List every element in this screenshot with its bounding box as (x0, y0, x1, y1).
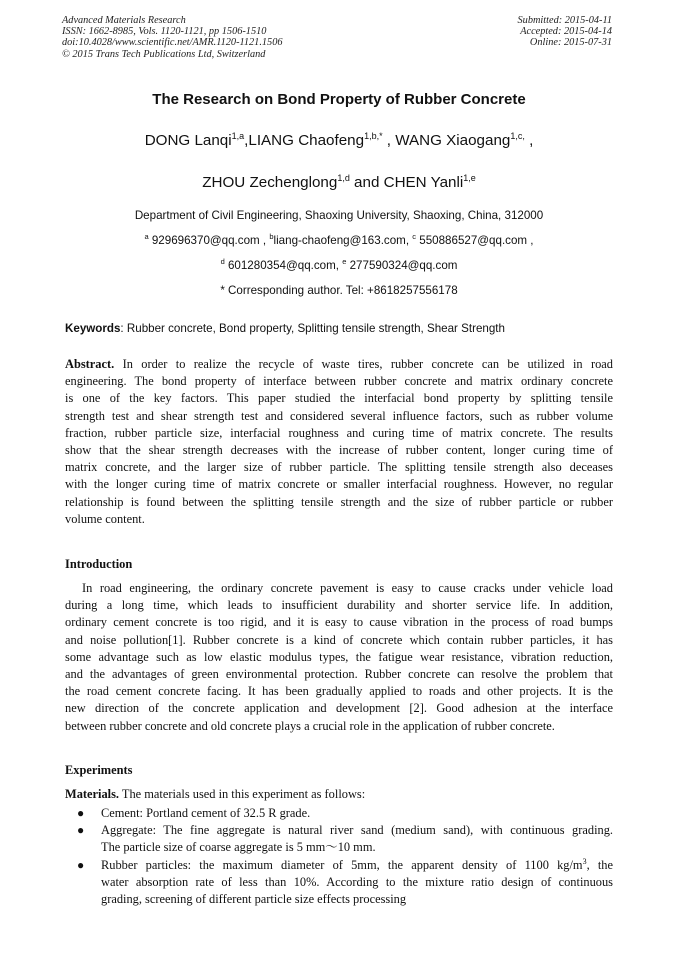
bullet-icon: ● (77, 823, 85, 838)
email-link[interactable]: 601280354@qq.com, (224, 259, 343, 272)
email-sup: d (220, 257, 225, 266)
author-sup: 1,c, (510, 131, 525, 141)
abstract-line: engineering. The bond property of interface between rubber concrete and matrix ordinary concrete (65, 374, 613, 389)
bullet-icon: ● (77, 857, 85, 872)
email-sup: e (342, 257, 347, 266)
list-item (65, 805, 613, 822)
materials-list (65, 805, 613, 908)
intro-line: new direction of the concrete application and development [2]. Good adhesion at the interface (65, 701, 613, 716)
list-item-line: grading, screening of different particle size effects processing (101, 892, 407, 907)
abstract (65, 356, 613, 528)
intro-line: and the advantages of green environmental protection. Rubber concrete can resolve the problem that (65, 667, 613, 682)
intro-line: some advantage such as low elastic modulus types, the fatigue wear resistance, vibration reduction, (65, 649, 613, 664)
abstract-line: show that the shear strength decreases with the increase of rubber content, longer curing time of (65, 443, 613, 458)
email-line-1 (0, 234, 678, 247)
author-name: WANG Xiaogang (395, 132, 511, 149)
intro-line: between rubber concrete and old concrete plays a crucial role in the application of rubber concrete. (65, 718, 555, 733)
affiliation: Department of Civil Engineering, Shaoxing University, Shaoxing, China, 312000 (134, 209, 544, 222)
author-name: DONG Lanqi (144, 132, 232, 149)
list-item (65, 822, 613, 856)
paper-title: The Research on Bond Property of Rubber Concrete (152, 91, 526, 108)
list-item-line: The particle size of coarse aggregate is 5 mm〜10 mm. (101, 840, 376, 855)
email-link[interactable]: 550886527@qq.com , (416, 234, 534, 247)
abstract-line: fraction, rubber particle size, interfacial roughness and curing time of matrix concrete. The results (65, 425, 613, 440)
keywords-separator: : (120, 322, 127, 335)
experiments-heading: Experiments (65, 763, 133, 777)
journal-issn: ISSN: 1662-8985, Vols. 1120-1121, pp 1506-1510 (62, 26, 267, 38)
list-item (65, 857, 613, 909)
author-sup: 1,e (463, 173, 476, 183)
keywords (65, 322, 625, 335)
author-separator: , (524, 132, 534, 149)
email-link[interactable]: liang-chaofeng@163.com, (273, 234, 413, 247)
author-separator: , (382, 132, 396, 149)
email-sup: a (144, 232, 149, 241)
author-name: CHEN Yanli (383, 174, 464, 191)
keywords-label: Keywords (65, 322, 121, 335)
email-sup: b (269, 232, 274, 241)
keywords-text: Rubber concrete, Bond property, Splitting tensile strength, Shear Strength (126, 322, 505, 335)
abstract-line: with the longer curing time of matrix concrete or smaller interfacial roughness. However, no regular (65, 477, 613, 492)
submitted-date: Submitted: 2015-04-11 (517, 15, 612, 26)
abstract-line: matrix concrete, and the larger size of rubber particle. The splitting tensile strength also deceases (65, 460, 613, 475)
intro-line: ordinary cement concrete is too rigid, and it is easy to cause vibration in the process of road bumps (65, 615, 613, 630)
abstract-label: Abstract. (65, 357, 115, 371)
materials-line (65, 787, 365, 802)
email-link[interactable]: 277590324@qq.com (346, 259, 458, 272)
author-separator: and (349, 174, 384, 191)
abstract-line: relationship is found between the splitting tensile strength and the size of rubber particle or rubber (65, 494, 613, 509)
list-item-line: Rubber particles: the maximum diameter of 5mm, the apparent density of 1100 $kg/m^3$, the (101, 856, 613, 872)
online-date: Online: 2015-07-31 (529, 37, 612, 49)
intro-line: and noise pollution[1]. Rubber concrete is a kind of concrete which contain rubber particles, it has (65, 632, 613, 647)
author-name: ZHOU Zechenglong (202, 174, 338, 191)
abstract-line: is one of the key factors. This paper studied the interfacial bond property by splitting tensile (65, 391, 613, 406)
journal-header-left (62, 15, 392, 60)
email-link[interactable]: 929696370@qq.com , (148, 234, 270, 247)
introduction-heading: Introduction (65, 557, 133, 571)
author-name: LIANG Chaofeng (248, 132, 365, 149)
author-sup: 1,a (231, 131, 245, 141)
email-sup: c (412, 232, 417, 241)
list-item-line: water absorption rate of less than 10%. According to the mixture ratio design of continuous (101, 874, 613, 889)
materials-text: The materials used in this experiment as follows: (119, 787, 366, 801)
intro-line: In road engineering, the ordinary concrete pavement is easy to cause cracks under vehicle load (82, 581, 613, 595)
author-sup: 1,b,* (364, 131, 383, 141)
author-line-2 (0, 174, 678, 191)
journal-name: Advanced Materials Research (62, 15, 186, 26)
bullet-icon: ● (77, 806, 85, 820)
intro-line: during a long time, which leads to insufficient durability and shorter service life. In addition, (65, 598, 613, 613)
journal-header-right (392, 15, 612, 49)
email-line-2 (0, 259, 678, 272)
introduction-body (65, 580, 613, 735)
abstract-line: Abstract. In order to realize the recycle of waste tires, rubber concrete can be utilized in road (65, 357, 613, 371)
abstract-line: volume content. (65, 511, 145, 526)
corresponding-author: * Corresponding author. Tel: +8618257556178 (220, 284, 458, 297)
journal-copyright: © 2015 Trans Tech Publications Ltd, Switzerland (62, 48, 266, 60)
author-sup: 1,d (337, 173, 350, 183)
author-line-1 (0, 132, 678, 149)
intro-line: the road cement concrete facing. It has been gradually applied to roads and other projects. It is the (65, 684, 613, 699)
list-item-line: Aggregate: The fine aggregate is natural river sand (medium sand), with continuous grading. (101, 823, 613, 838)
journal-doi[interactable]: doi:10.4028/www.scientific.net/AMR.1120-1121.1506 (62, 37, 283, 49)
materials-label: Materials. (65, 787, 120, 801)
abstract-line: strength test and shear strength test and considered several influence factors, such as rubber volume (65, 408, 613, 423)
list-item-line: Cement: Portland cement of 32.5 R grade. (101, 806, 311, 820)
accepted-date: Accepted: 2015-04-14 (520, 26, 612, 38)
author-separator: , (244, 132, 249, 149)
